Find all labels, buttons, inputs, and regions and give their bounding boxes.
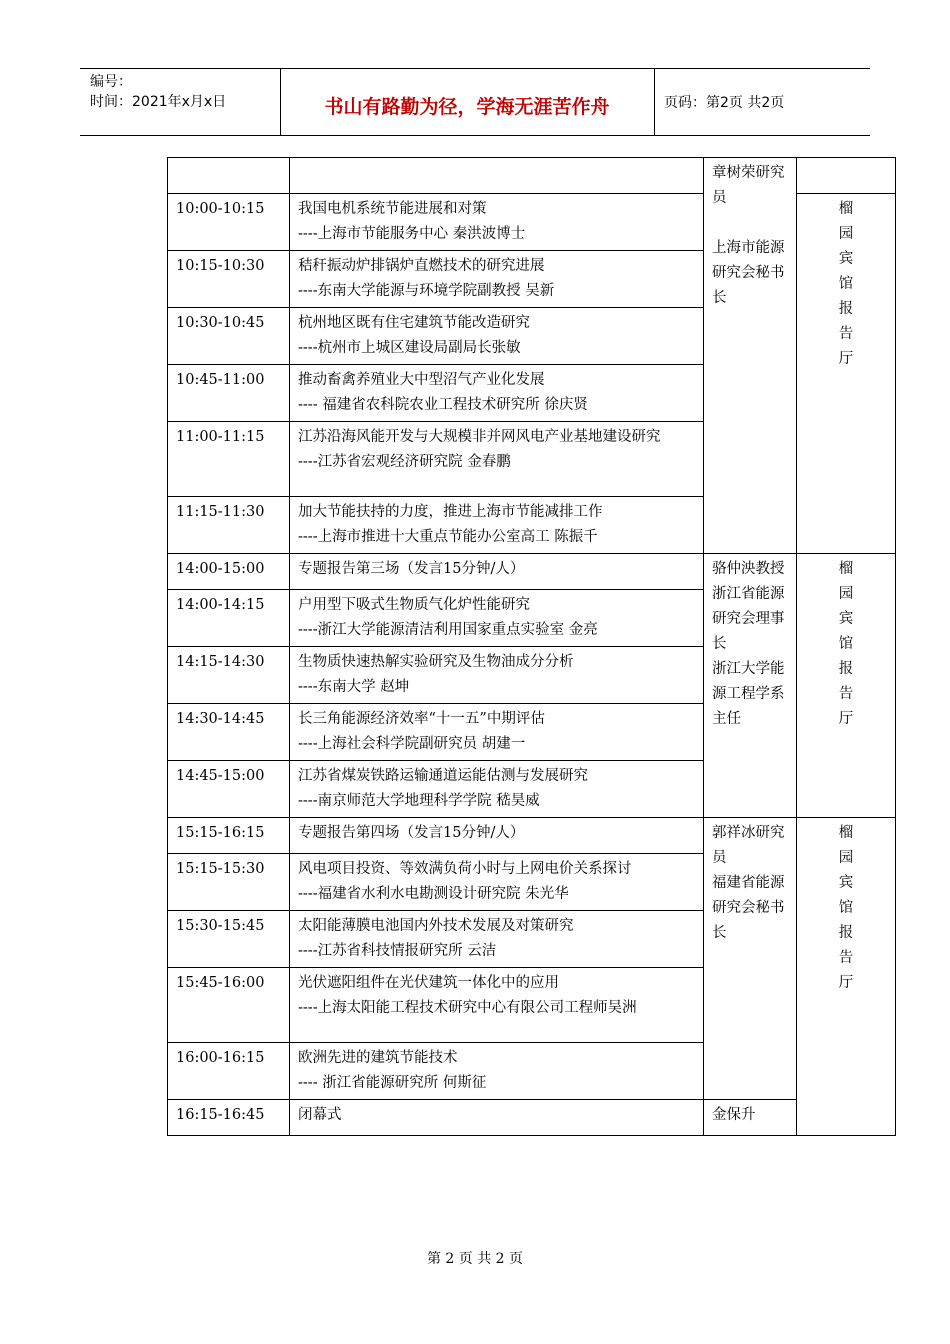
talk-speaker: ----东南大学 赵坤: [298, 679, 410, 695]
time-label: 时间：2021年x月x日: [90, 94, 227, 110]
talk-speaker: ----浙江大学能源清洁利用国家重点实验室 金亮: [298, 622, 598, 638]
session-chair: 骆仲泱教授 浙江省能源研究会理事长 浙江大学能源工程学系主任: [704, 554, 797, 818]
session-time: 11:00-11:15: [168, 422, 290, 497]
talk-title: 推动畜禽养殖业大中型沼气产业化发展: [298, 372, 545, 388]
session-time: 10:00-10:15: [168, 194, 290, 251]
table-row: [168, 158, 896, 194]
session-topic: [290, 308, 704, 365]
session-topic: [290, 911, 704, 968]
session-time: 10:45-11:00: [168, 365, 290, 422]
header-top-rule: [80, 68, 870, 69]
session-venue: [797, 554, 896, 818]
session-time: 14:15-14:30: [168, 647, 290, 704]
session-chair: 章树荣研究员 上海市能源研究会秘书长: [704, 158, 797, 554]
talk-title: 光伏遮阳组件在光伏建筑一体化中的应用: [298, 975, 559, 991]
session-time: [168, 158, 290, 194]
talk-title: 户用型下吸式生物质气化炉性能研究: [298, 597, 530, 613]
table-row: [168, 1100, 896, 1136]
talk-title: 我国电机系统节能进展和对策: [298, 201, 487, 217]
session-time: 11:15-11:30: [168, 497, 290, 554]
talk-title: 专题报告第四场（发言15分钟/人）: [298, 825, 525, 841]
session-time: 14:45-15:00: [168, 761, 290, 818]
header-divider: [654, 68, 655, 136]
motto: 书山有路勤为径，学海无涯苦作舟: [324, 96, 610, 118]
session-time: 15:15-16:15: [168, 818, 290, 854]
schedule-table: [167, 157, 896, 1136]
page-header: [80, 68, 870, 136]
talk-speaker: ----上海市推进十大重点节能办公室高工 陈振千: [298, 529, 598, 545]
session-chair: 金保升: [704, 1100, 797, 1136]
session-time: 14:00-15:00: [168, 554, 290, 590]
talk-title: 风电项目投资、等效满负荷小时与上网电价关系探讨: [298, 861, 632, 877]
page-footer: 第 2 页 共 2 页: [426, 1251, 524, 1267]
talk-speaker: ---- 浙江省能源研究所 何斯征: [298, 1075, 487, 1091]
session-venue: [797, 194, 896, 554]
session-topic: [290, 554, 704, 590]
talk-speaker: ----上海太阳能工程技术研究中心有限公司工程师吴洲: [298, 1000, 637, 1016]
venue-name: 榴园宾馆报告厅: [838, 201, 854, 367]
session-time: 15:45-16:00: [168, 968, 290, 1043]
talk-title: 江苏沿海风能开发与大规模非并网风电产业基地建设研究: [298, 429, 661, 445]
talk-speaker: ---- 福建省农科院农业工程技术研究所 徐庆贤: [298, 397, 588, 413]
session-topic: [290, 365, 704, 422]
session-time: 14:30-14:45: [168, 704, 290, 761]
talk-title: 加大节能扶持的力度，推进上海市节能减排工作: [298, 504, 603, 520]
table-row: [168, 554, 896, 590]
table-row: [168, 818, 896, 854]
session-topic: [290, 251, 704, 308]
session-topic: [290, 704, 704, 761]
talk-title: 欧洲先进的建筑节能技术: [298, 1050, 458, 1066]
talk-speaker: ----江苏省宏观经济研究院 金春鹏: [298, 454, 511, 470]
session-time: 10:30-10:45: [168, 308, 290, 365]
session-time: 16:00-16:15: [168, 1043, 290, 1100]
talk-speaker: ----福建省水利水电勘测设计研究院 朱光华: [298, 886, 569, 902]
session-topic: [290, 854, 704, 911]
session-venue: [797, 158, 896, 194]
talk-speaker: ----江苏省科技情报研究所 云洁: [298, 943, 497, 959]
session-topic: [290, 647, 704, 704]
session-topic: [290, 1100, 704, 1136]
session-topic: [290, 590, 704, 647]
talk-speaker: ----上海市节能服务中心 秦洪波博士: [298, 226, 526, 242]
talk-speaker: ----上海社会科学院副研究员 胡建一: [298, 736, 526, 752]
talk-speaker: ----东南大学能源与环境学院副教授 吴新: [298, 283, 555, 299]
session-topic: [290, 194, 704, 251]
session-topic: [290, 1043, 704, 1100]
session-time: 15:30-15:45: [168, 911, 290, 968]
talk-title: 秸秆振动炉排锅炉直燃技术的研究进展: [298, 258, 545, 274]
session-venue: [797, 818, 896, 1136]
session-topic: [290, 968, 704, 1043]
session-topic: [290, 761, 704, 818]
talk-speaker: ----杭州市上城区建设局副局长张敏: [298, 340, 521, 356]
page-label: 页码：第2页 共2页: [664, 95, 785, 111]
talk-title: 长三角能源经济效率“十一五”中期评估: [298, 711, 545, 727]
talk-title: 杭州地区既有住宅建筑节能改造研究: [298, 315, 530, 331]
session-topic: [290, 818, 704, 854]
session-time: 16:15-16:45: [168, 1100, 290, 1136]
talk-title: 闭幕式: [298, 1107, 342, 1123]
number-label: 编号：: [90, 74, 132, 90]
talk-title: 江苏省煤炭铁路运输通道运能估测与发展研究: [298, 768, 588, 784]
session-topic: [290, 422, 704, 497]
talk-title: 专题报告第三场（发言15分钟/人）: [298, 561, 525, 577]
session-time: 14:00-14:15: [168, 590, 290, 647]
venue-name: 榴园宾馆报告厅: [838, 825, 854, 991]
venue-name: 榴园宾馆报告厅: [838, 561, 854, 727]
session-time: 10:15-10:30: [168, 251, 290, 308]
header-bottom-rule: [80, 135, 870, 136]
talk-speaker: ----南京师范大学地理科学学院 嵇昊威: [298, 793, 540, 809]
session-topic: [290, 497, 704, 554]
session-time: 15:15-15:30: [168, 854, 290, 911]
header-meta: [90, 72, 226, 112]
session-topic: [290, 158, 704, 194]
talk-title: 生物质快速热解实验研究及生物油成分分析: [298, 654, 574, 670]
talk-title: 太阳能薄膜电池国内外技术发展及对策研究: [298, 918, 574, 934]
session-chair: 郭祥冰研究员 福建省能源研究会秘书长: [704, 818, 797, 1100]
